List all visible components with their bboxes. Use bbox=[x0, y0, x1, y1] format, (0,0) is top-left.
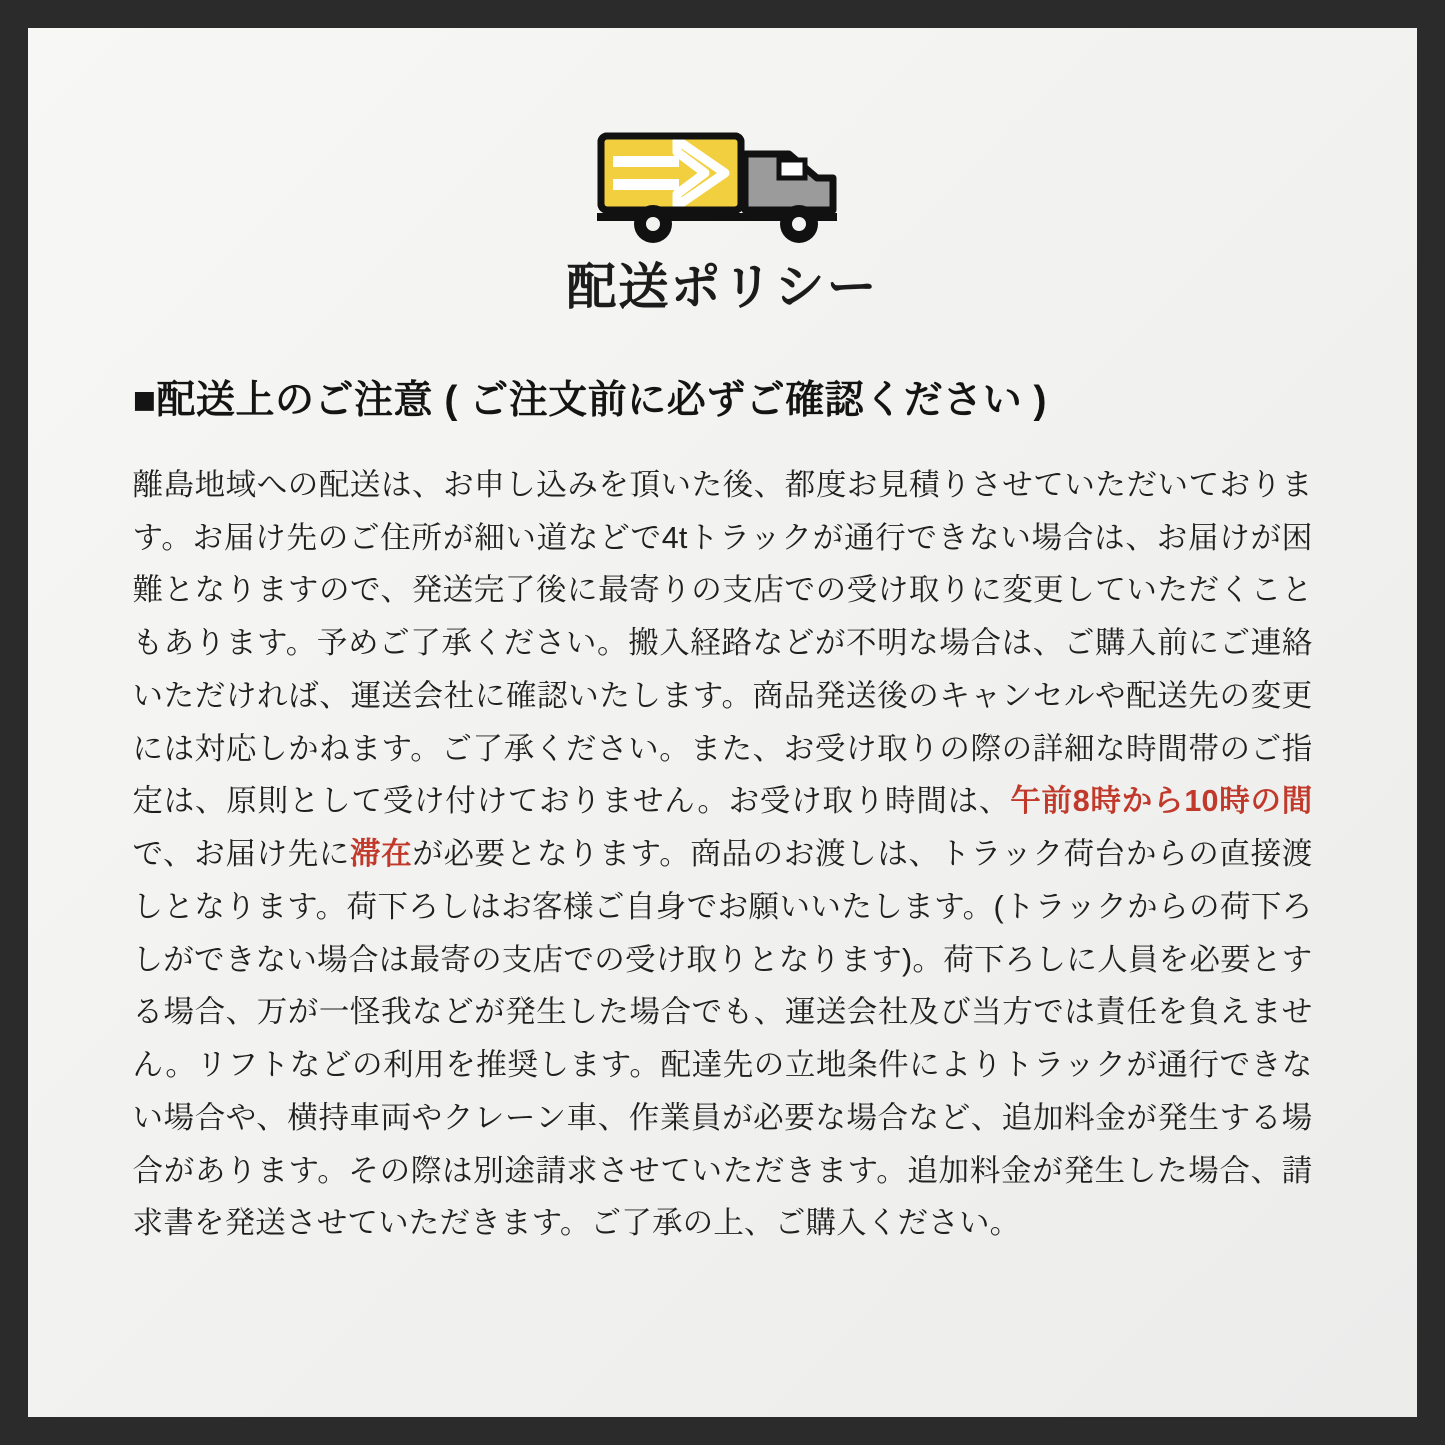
notice-paragraph bbox=[133, 459, 1313, 1250]
highlighted-text: 滞在 bbox=[350, 837, 413, 872]
page-title: 配送ポリシー bbox=[566, 259, 879, 315]
paragraph-text: 離島地域への配送は、お申し込みを頂いた後、都度お見積りさせていただいております。お届け先のご住所が細い道などで4tトラックが通行できない場合は、お届けが困難となりますので、発送完了後に最寄りの支店での受け取りに変更していただくこともあります。予めご了承ください。搬入経路などが不明な場合は、ご購入前にご連絡いただければ、運送会社に確認いたします。商品発送後のキャンセルや配送先の変更には対応しかねます。ご了承ください。また、お受け取りの際の詳細な時間帯のご指定は、原則として受け付けておりません。お受け取り時間は、 bbox=[132, 467, 1313, 819]
page-header bbox=[566, 120, 879, 315]
delivery-truck-icon bbox=[593, 120, 853, 250]
paragraph-text: が必要となります。商品のお渡しは、トラック荷台からの直接渡しとなります。荷下ろしはお客様ご自身でお願いいたします。(トラックからの荷下ろしができない場合は最寄の支店での受け取りとなります)。荷下ろしに人員を必要とする場合、万が一怪我などが発生した場合でも、運送会社及び当方では責任を負えません。リフトなどの利用を推奨します。配達先の立地条件によりトラックが通行できない場合や、横持車両やクレーン車、作業員が必要な場合など、追加料金が発生する場合があります。その際は別途請求させていただきます。追加料金が発生した場合、請求書を発送させていただきます。ご了承の上、ご購入ください。 bbox=[132, 837, 1313, 1241]
notice-section bbox=[133, 378, 1313, 1250]
paragraph-text: で、お届け先に bbox=[132, 837, 351, 872]
policy-page bbox=[28, 28, 1417, 1417]
notice-heading: ■配送上のご注意 ( ご注文前に必ずご確認ください ) bbox=[132, 379, 1048, 422]
highlighted-text: 午前8時から10時の間 bbox=[1010, 784, 1313, 819]
